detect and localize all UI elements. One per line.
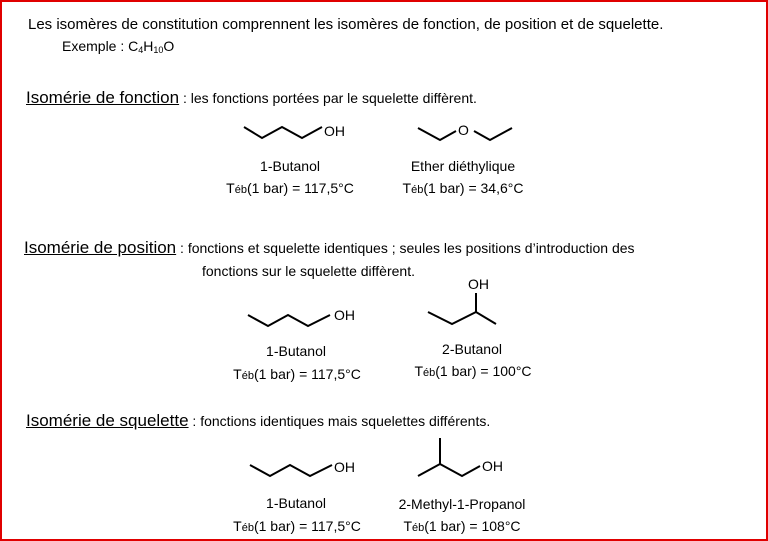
molecule-ether-diethylique-teb: Téb(1 bar) = 34,6°C (402, 180, 524, 196)
molecule-2-methyl-1-propanol-atom: OH (482, 458, 503, 474)
section-squelette-heading (26, 411, 490, 431)
molecule-2-butanol-name: 2-Butanol (442, 341, 502, 357)
molecule-1-butanol-structure (248, 302, 368, 332)
molecule-1-butanol-teb: Téb(1 bar) = 117,5°C (233, 366, 361, 382)
section-squelette-title: Isomérie de squelette (26, 411, 189, 430)
intro-text: Les isomères de constitution comprennent les isomères de fonction, de position et de squelette. (28, 16, 664, 33)
section-position-desc: fonctions et squelette identiques ; seules les positions d’introduction des (187, 240, 635, 256)
molecule-2-methyl-1-propanol-structure (418, 436, 528, 484)
molecule-1-butanol-name: 1-Butanol (266, 495, 326, 511)
molecule-1-butanol-atom: OH (334, 459, 355, 475)
molecule-1-butanol-teb: Téb(1 bar) = 117,5°C (233, 518, 361, 534)
section-position-title: Isomérie de position (24, 238, 177, 257)
section-position-heading: Isomérie de position : fonctions et squelette identiques ; seules les positions d’introduction des (24, 238, 635, 257)
molecule-1-butanol-atom: OH (324, 123, 345, 139)
molecule-ether-atom: O (458, 122, 469, 138)
molecule-2-methyl-1-propanol-name: 2-Methyl-1-Propanol (398, 496, 526, 512)
section-squelette-desc: : fonctions identiques mais squelettes différents. (188, 413, 491, 429)
example-formula: Exemple : $C_4H_{10}O$ (62, 38, 175, 55)
molecule-1-butanol-atom: OH (334, 307, 355, 323)
molecule-1-butanol-teb: Téb(1 bar) = 117,5°C (226, 180, 354, 196)
molecule-1-butanol-structure (244, 118, 364, 148)
molecule-1-butanol-structure (250, 454, 370, 484)
molecule-ether-diethylique-name: Ether diéthylique (410, 158, 516, 174)
section-position-desc-cont: fonctions sur le squelette diffèrent. (202, 263, 415, 279)
molecule-2-butanol-atom: OH (468, 276, 489, 292)
molecule-2-butanol-structure (428, 276, 508, 332)
molecule-1-butanol-name: 1-Butanol (260, 158, 320, 174)
molecule-2-methyl-1-propanol-teb: Téb(1 bar) = 108°C (403, 518, 521, 534)
section-fonction-title: Isomérie de fonction (26, 88, 180, 107)
section-fonction-desc: : les fonctions portées par le squelette diffèrent. (179, 90, 477, 106)
molecule-ether-diethylique-structure (418, 118, 518, 148)
section-fonction-heading (26, 88, 477, 108)
molecule-1-butanol-name: 1-Butanol (266, 343, 326, 359)
molecule-2-butanol-teb: Téb(1 bar) = 100°C (414, 363, 532, 379)
